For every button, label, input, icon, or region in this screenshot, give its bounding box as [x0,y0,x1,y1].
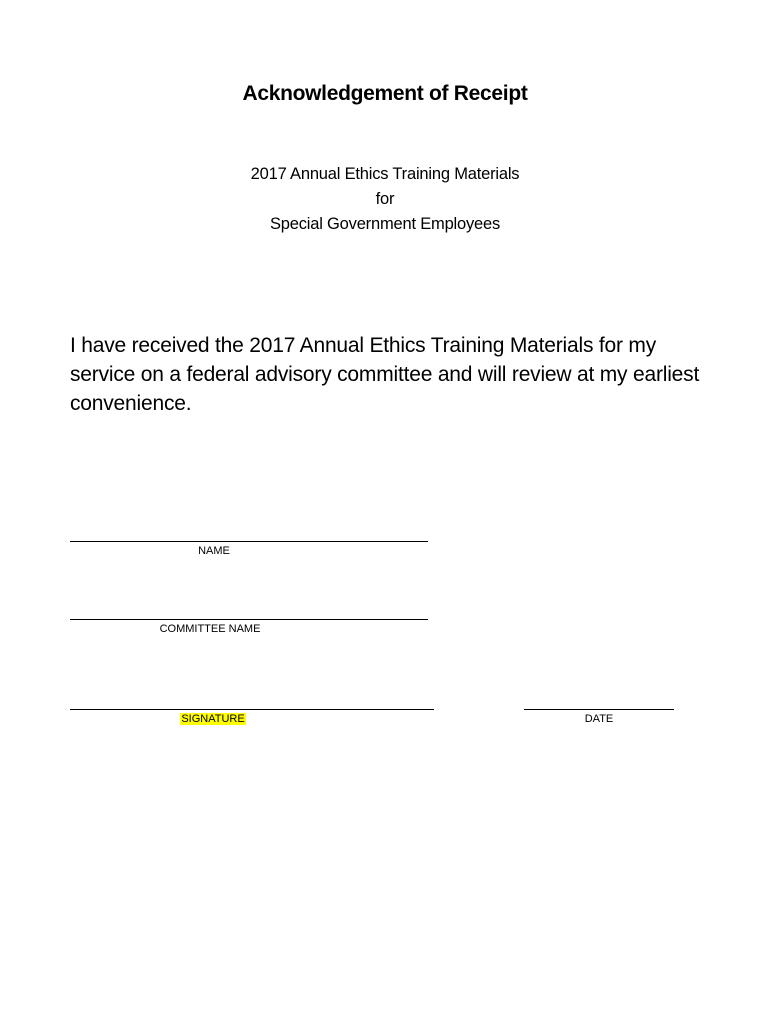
subtitle-line-employees: Special Government Employees [269,215,501,233]
subtitle-line-training: 2017 Annual Ethics Training Materials [250,165,520,183]
document-title: Acknowledgement of Receipt [242,82,528,105]
committee-name-label: COMMITTEE NAME [159,623,261,635]
date-label: DATE [584,713,614,725]
subtitle-line-for: for [375,190,395,208]
signature-label-wrap [70,713,356,725]
name-label: NAME [198,545,230,557]
signature-label: SIGNATURE [181,713,245,725]
date-line[interactable] [524,709,674,710]
committee-name-line[interactable] [70,619,428,620]
acknowledgement-statement: I have received the 2017 Annual Ethics Training Materials for my service on a federal advisory committee and will review at my earliest convenience. [70,334,700,415]
signature-line[interactable] [70,709,434,710]
name-line[interactable] [70,541,428,542]
